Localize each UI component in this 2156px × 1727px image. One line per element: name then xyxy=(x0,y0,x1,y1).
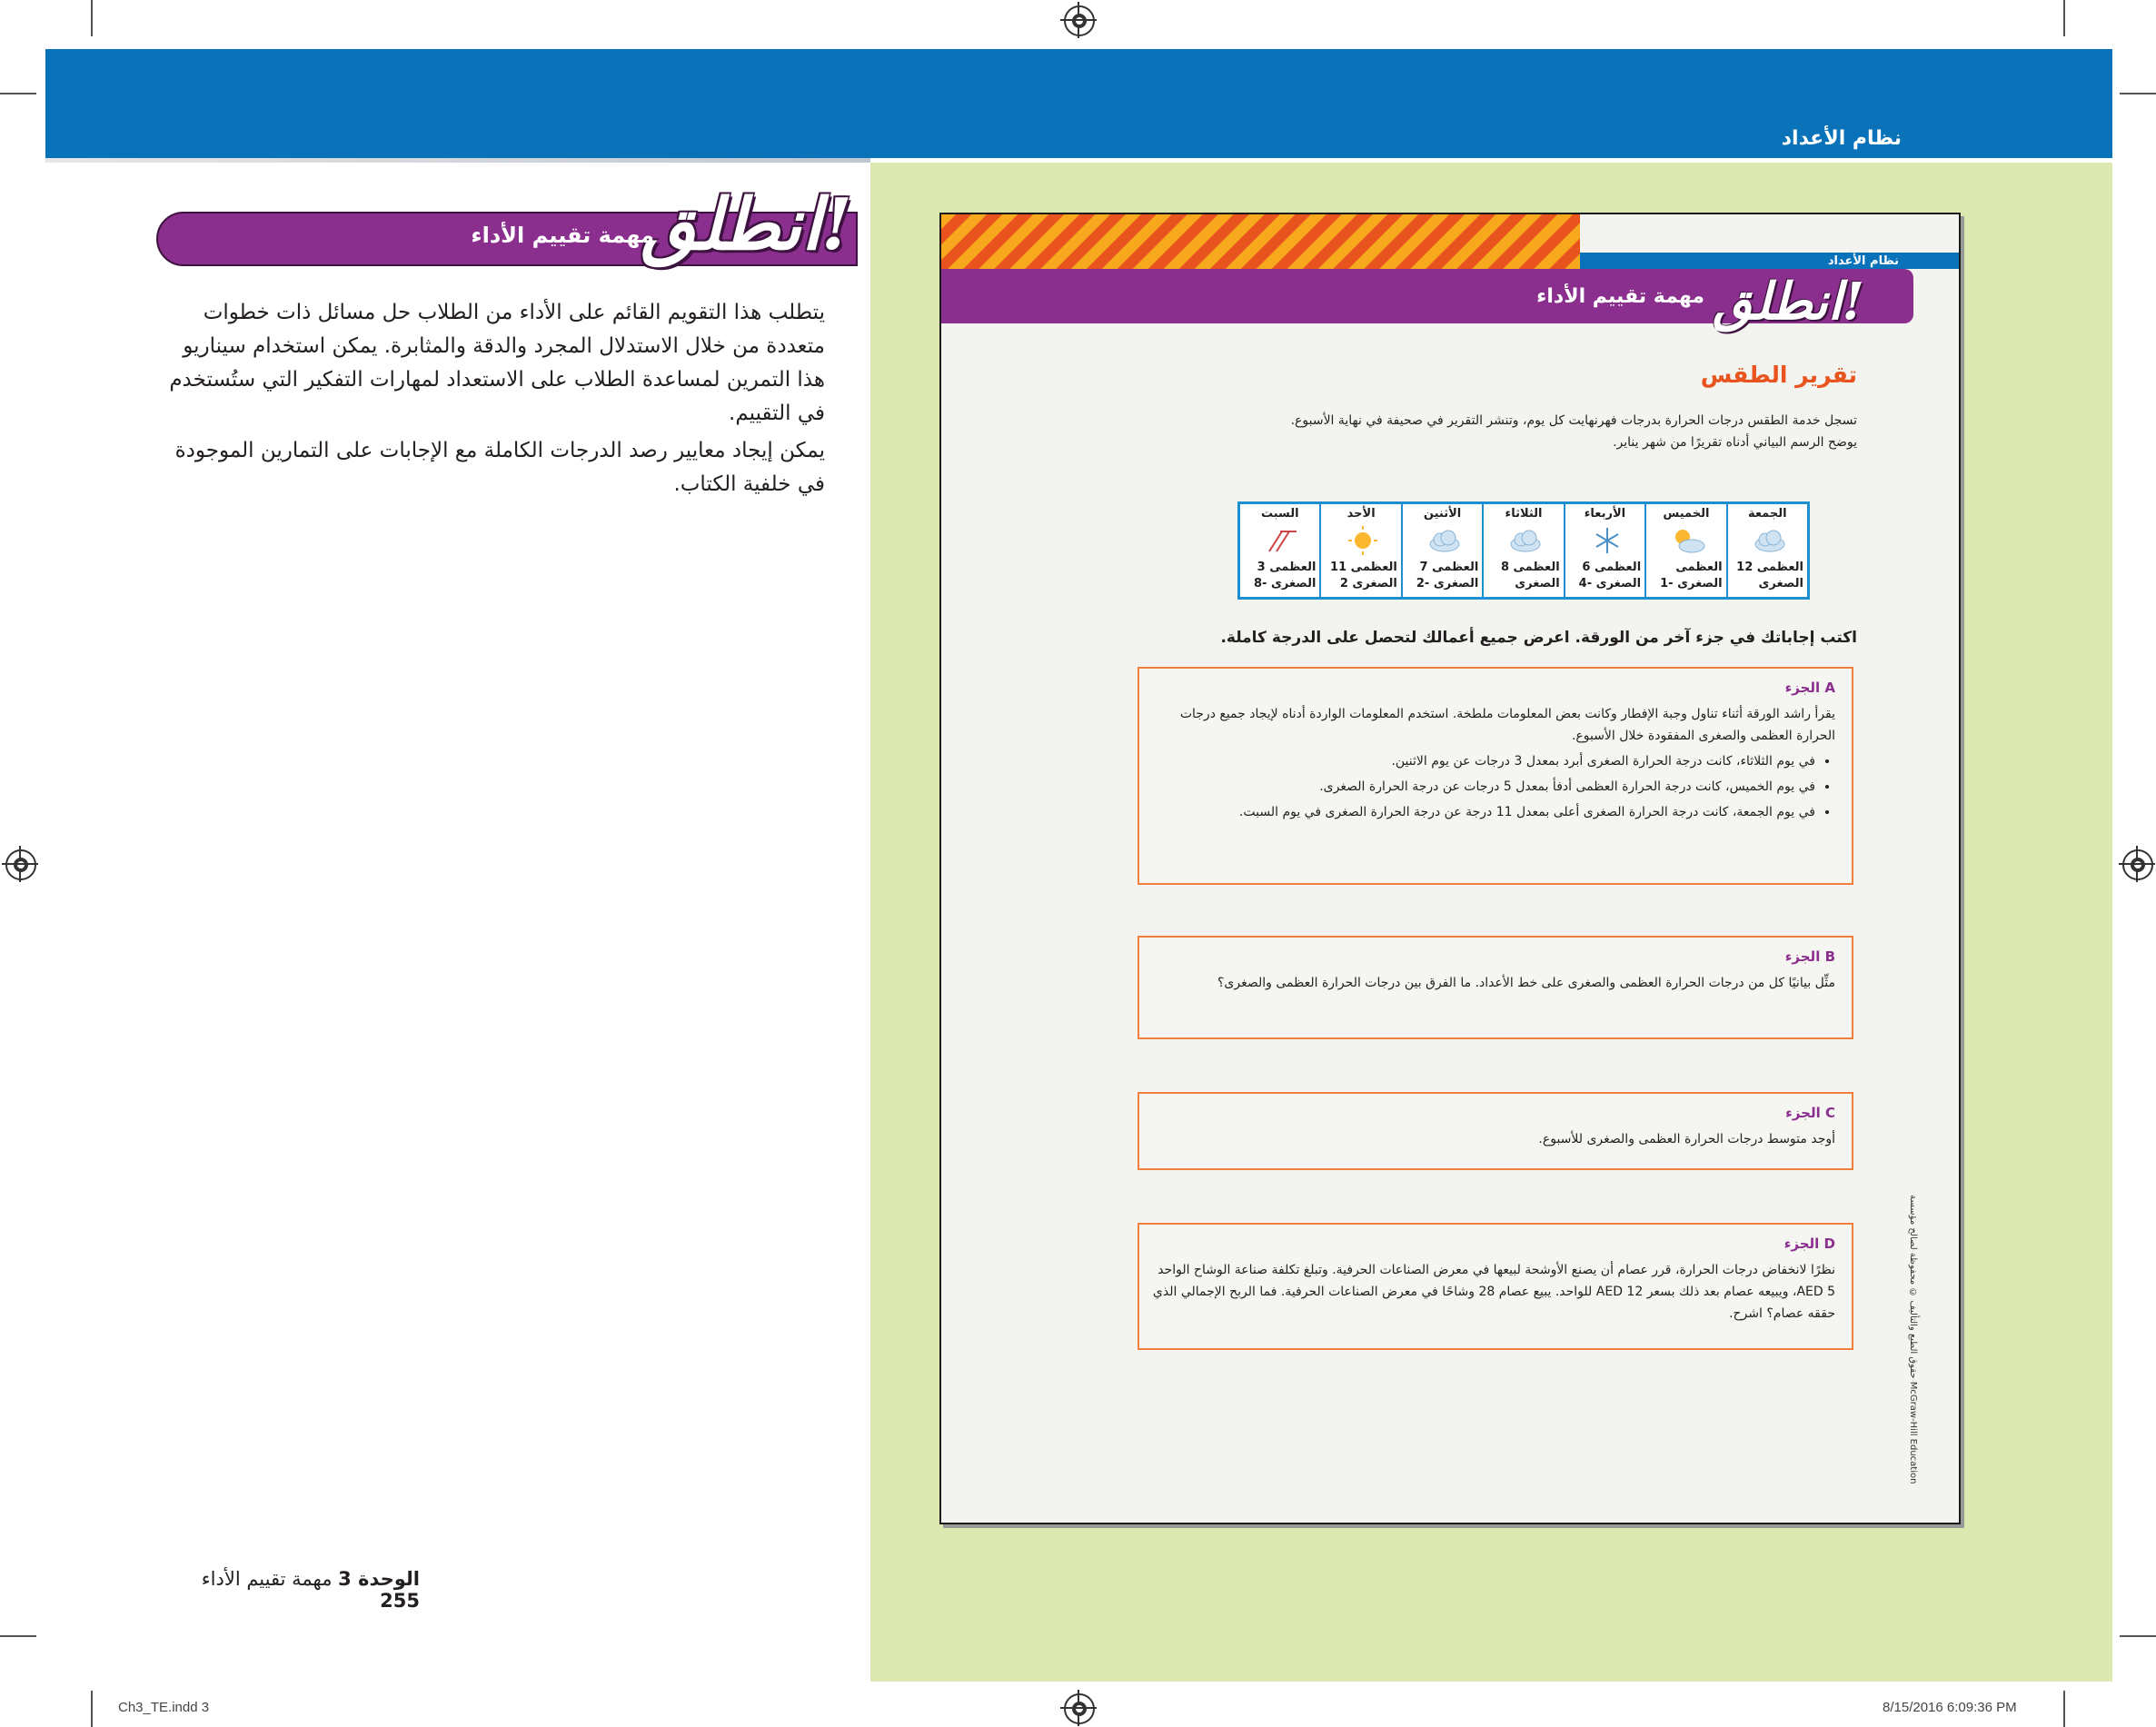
wind-icon xyxy=(1264,524,1300,557)
performance-task-banner xyxy=(156,184,858,266)
worksheet-banner xyxy=(941,269,1913,332)
part-a-box xyxy=(1138,667,1853,885)
part-a-bullet: • في يوم الجمعة، كانت درجة الحرارة الصغرى أعلى بمعدل 11 درجة عن درجة الحرارة الصغرى في يوم السبت. xyxy=(1152,801,1815,823)
weather-day xyxy=(1726,504,1807,597)
crop-mark xyxy=(2063,1691,2065,1727)
cloud-icon xyxy=(1507,524,1544,557)
weather-day-name: الجمعة xyxy=(1747,507,1787,521)
crop-mark xyxy=(91,0,93,36)
part-c-box xyxy=(1138,1092,1853,1170)
weather-day xyxy=(1564,504,1644,597)
part-a-bullet: • في يوم الثلاثاء، كانت درجة الحرارة الصغرى أبرد بمعدل 3 درجات عن يوم الاثنين. xyxy=(1152,750,1815,772)
part-b-heading: الجزء B xyxy=(1784,948,1835,965)
crop-mark xyxy=(0,1635,36,1637)
sun-icon xyxy=(1345,524,1381,557)
worksheet xyxy=(939,213,1961,1524)
crop-mark xyxy=(2120,1635,2156,1637)
page-footer xyxy=(156,1568,420,1612)
worksheet-instruction: اكتب إجاباتك في جزء آخر من الورقة. اعرض جميع أعمالك لتحصل على الدرجة كاملة. xyxy=(1220,629,1857,647)
part-b-box xyxy=(1138,936,1853,1039)
weather-min: الصغرى xyxy=(1515,577,1560,591)
cloud-icon xyxy=(1752,524,1788,557)
snowflake-icon xyxy=(1589,524,1625,557)
worksheet-title: تقرير الطقس xyxy=(1700,362,1857,388)
crop-mark xyxy=(0,93,36,94)
part-d-box xyxy=(1138,1223,1853,1350)
copyright-notice: حقوق الطبع والتأليف © محفوظة لصالح مؤسسة McGraw-Hill Education xyxy=(1908,1195,1918,1484)
worksheet-intro-line: تسجل خدمة الطقس درجات الحرارة بدرجات فهرنهايت كل يوم، وتنشر التقرير في صحيفة في نهاية الأسبوع. xyxy=(1290,413,1857,428)
worksheet-unit-header: نظام الأعداد xyxy=(1827,254,1899,268)
part-a-heading: الجزء A xyxy=(1784,680,1835,696)
weather-day-name: السبت xyxy=(1260,507,1299,521)
weather-day xyxy=(1319,504,1400,597)
weather-min: الصغرى -2 xyxy=(1416,577,1479,591)
banner-subtitle: مهمة تقييم الأداء xyxy=(471,223,654,248)
weather-day xyxy=(1240,504,1319,597)
header-strip xyxy=(45,158,870,163)
crop-mark xyxy=(2120,93,2156,94)
crop-mark xyxy=(91,1691,93,1727)
worksheet-bluebar xyxy=(1580,253,1959,269)
banner-title: انطلق! xyxy=(641,184,852,266)
weather-day-name: الأثنين xyxy=(1423,507,1462,521)
weather-max: العظمى 12 xyxy=(1736,561,1803,574)
registration-mark-icon xyxy=(1064,5,1095,36)
cloud-icon xyxy=(1426,524,1463,557)
weather-day-name: الأحد xyxy=(1346,507,1376,521)
part-d-text: نظرًا لانخفاض درجات الحرارة، قرر عصام أن يصنع الأوشحة لبيعها في معرض الصناعات الحرفية. وتبلغ تكلفة صناعة الوشاح الواحد AED 5، ويبيعه عصام بعد ذلك بسعر AED 12 للواحد. يبيع عصام 28 وشاحًا في معرض الصناعات الحرفية. فما الربح الإجمالي الذي حققه عصام؟ اشرح. xyxy=(1152,1263,1835,1321)
weather-max: العظمى 6 xyxy=(1582,561,1642,574)
page-number: 255 xyxy=(380,1590,420,1612)
part-c-text: أوجد متوسط درجات الحرارة العظمى والصغرى للأسبوع. xyxy=(1538,1132,1835,1146)
registration-mark-icon xyxy=(5,849,36,880)
file-name: Ch3_TE.indd 3 xyxy=(118,1700,210,1715)
weather-min: الصغرى -1 xyxy=(1660,577,1723,591)
weather-max: العظمى 7 xyxy=(1419,561,1479,574)
weather-max: العظمى 8 xyxy=(1500,561,1560,574)
part-b-text: مثِّل بيانيًا كل من درجات الحرارة العظمى والصغرى على خط الأعداد. ما الفرق بين درجات الحرارة العظمى والصغرى؟ xyxy=(1217,976,1835,990)
worksheet-stripes xyxy=(941,214,1580,269)
weather-max: العظمى 3 xyxy=(1257,561,1316,574)
weather-report-table xyxy=(1237,501,1810,600)
unit-header: نظام الأعداد xyxy=(1781,127,1902,150)
weather-day-name: الأربعاء xyxy=(1584,507,1626,521)
weather-min: الصغرى 2 xyxy=(1339,577,1397,591)
part-a-paragraph: يقرأ راشد الورقة أثناء تناول وجبة الإفطار وكانت بعض المعلومات ملطخة. استخدم المعلومات الواردة أدناه لإيجاد جميع درجات الحرارة العظمى والصغرى المفقودة خلال الأسبوع. xyxy=(1179,707,1835,743)
footer-unit: الوحدة 3 xyxy=(338,1568,420,1590)
weather-min: الصغرى xyxy=(1758,577,1803,591)
footer-title: مهمة تقييم الأداء xyxy=(201,1568,333,1590)
intro-paragraph: يمكن إيجاد معايير رصد الدرجات الكاملة مع الإجابات على التمارين الموجودة في خلفية الكتاب. xyxy=(174,439,825,496)
part-c-heading: الجزء C xyxy=(1785,1105,1835,1121)
worksheet-banner-title: انطلق! xyxy=(1713,272,1864,332)
registration-mark-icon xyxy=(2122,849,2153,880)
weather-day xyxy=(1401,504,1482,597)
weather-max: العظمى 11 xyxy=(1330,561,1397,574)
weather-day xyxy=(1644,504,1725,597)
worksheet-intro-line: يوضح الرسم البياني أدناه تقريرًا من شهر يناير. xyxy=(1613,435,1857,450)
weather-min: الصغرى -4 xyxy=(1578,577,1642,591)
weather-day xyxy=(1482,504,1563,597)
worksheet-banner-subtitle: مهمة تقييم الأداء xyxy=(1536,285,1704,308)
part-d-heading: الجزء D xyxy=(1783,1236,1835,1252)
print-timestamp: 8/15/2016 6:09:36 PM xyxy=(1883,1700,2017,1715)
weather-min: الصغرى -8 xyxy=(1253,577,1316,591)
part-a-bullet: • في يوم الخميس، كانت درجة الحرارة العظمى أدفأ بمعدل 5 درجات عن درجة الحرارة الصغرى. xyxy=(1152,776,1815,798)
weather-day-name: الخميس xyxy=(1663,507,1710,521)
crop-mark xyxy=(2063,0,2065,36)
sun-cloud-icon xyxy=(1670,524,1706,557)
registration-mark-icon xyxy=(1064,1693,1095,1724)
weather-max: العظمى xyxy=(1675,561,1723,574)
weather-day-name: الثلاثاء xyxy=(1505,507,1543,521)
part-a-text xyxy=(1152,703,1835,827)
intro-paragraph: يتطلب هذا التقويم القائم على الأداء من الطلاب حل مسائل ذات خطوات متعددة من خلال الاستدلال المجرد والدقة والمثابرة. يمكن استخدام سيناريو هذا التمرين لمساعدة الطلاب على الاستعداد لمهارات التفكير التي ستُستخدم في التقييم. xyxy=(169,301,825,425)
